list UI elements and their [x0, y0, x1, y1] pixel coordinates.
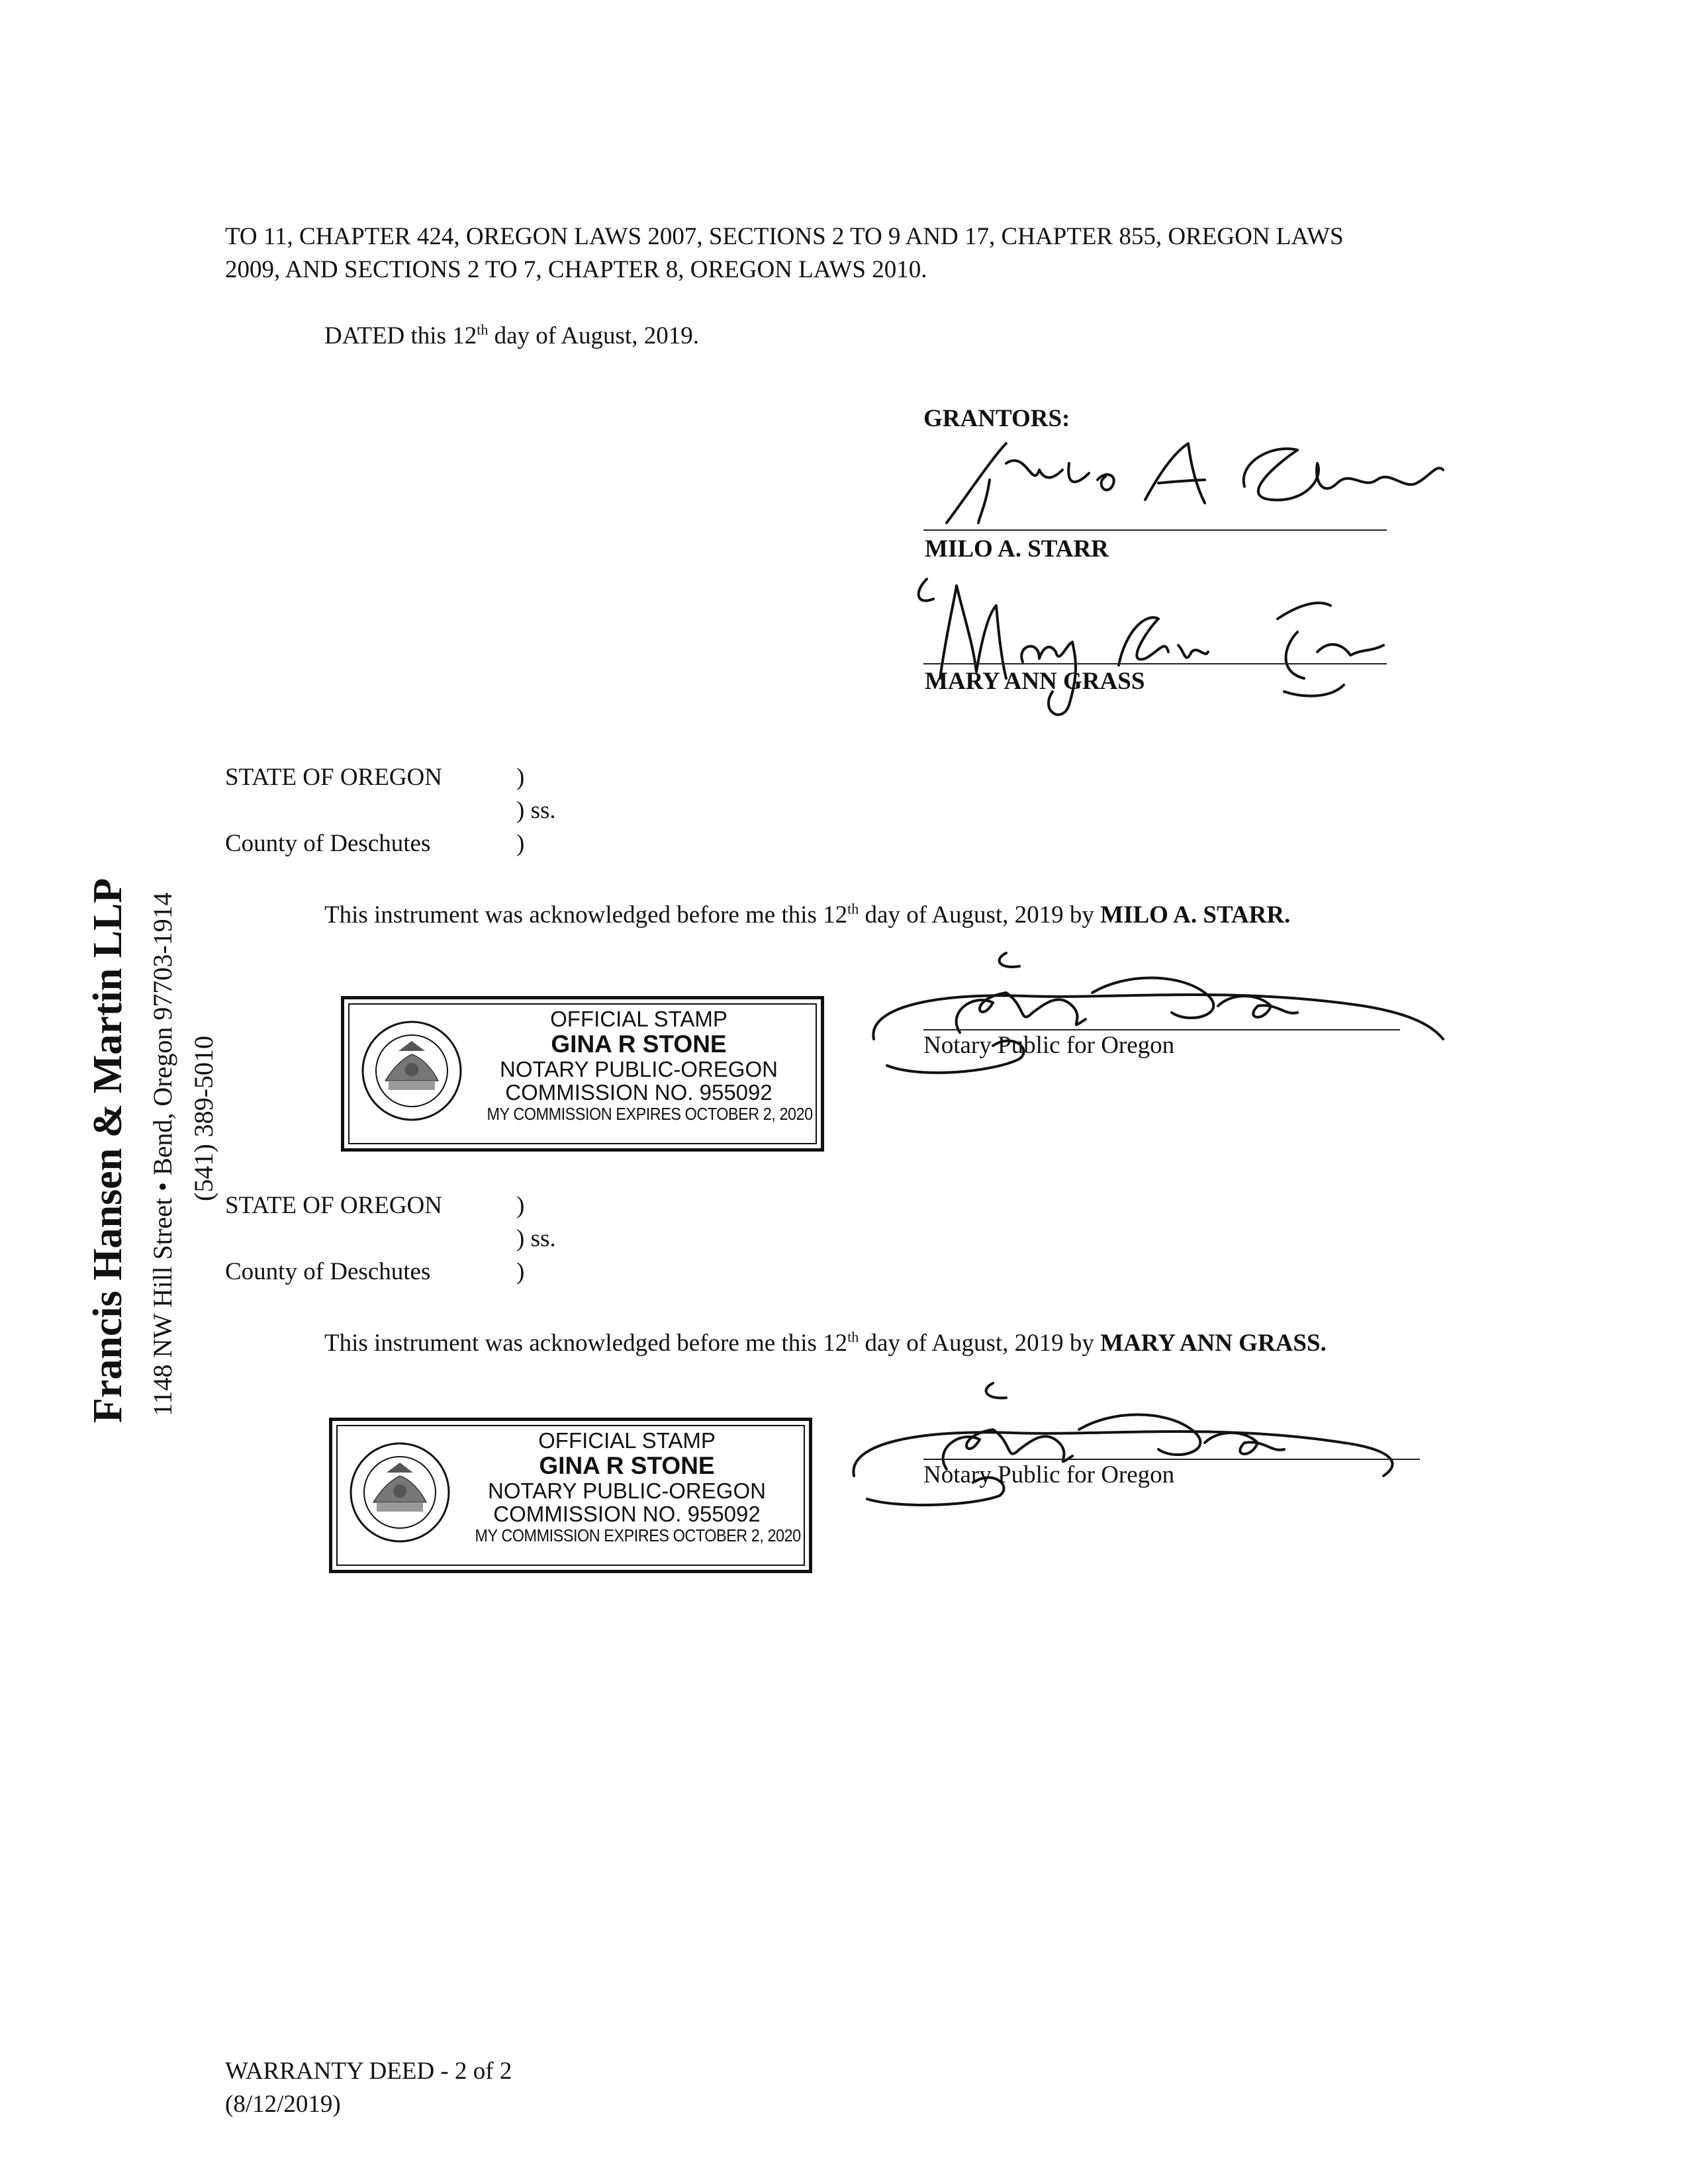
- stamp-expiration: MY COMMISSION EXPIRES OCTOBER 2, 2020: [475, 1525, 801, 1545]
- stamp-text-block: [470, 1007, 813, 1124]
- ss-label: ) ss.: [516, 797, 556, 824]
- notary-line-label: Notary Public for Oregon: [923, 1461, 1175, 1488]
- firm-name: Francis Hansen & Martin LLP: [85, 878, 130, 1423]
- firm-phone: (541) 389-5010: [189, 1036, 218, 1201]
- notary-line-label: Notary Public for Oregon: [923, 1032, 1175, 1059]
- ss-label: ) ss.: [516, 1225, 556, 1252]
- stamp-commission-no: COMMISSION NO. 955092: [493, 1502, 761, 1527]
- grantor2-signature-line: [923, 663, 1387, 664]
- oregon-seal-icon: [359, 1018, 465, 1124]
- stamp-title: OFFICIAL STAMP: [538, 1428, 716, 1453]
- notary-stamp: [341, 996, 824, 1152]
- firm-address: 1148 NW Hill Street • Bend, Oregon 97703-1914: [148, 892, 177, 1416]
- stamp-notary-name: GINA R STONE: [551, 1030, 727, 1058]
- ack-sup: th: [847, 1328, 859, 1345]
- dated-suffix: day of August, 2019.: [488, 322, 699, 349]
- stamp-text-block: [458, 1428, 801, 1545]
- continuation-text-line1: TO 11, CHAPTER 424, OREGON LAWS 2007, SECTIONS 2 TO 9 AND 17, CHAPTER 855, OREGON LAWS: [225, 223, 1344, 250]
- paren-line3: ): [516, 1258, 525, 1285]
- state-label: STATE OF OREGON: [225, 1192, 442, 1219]
- dated-prefix: DATED this 12: [324, 322, 477, 349]
- ack-signer: MILO A. STARR.: [1100, 901, 1291, 929]
- grantor2-name: MARY ANN GRASS: [925, 668, 1145, 695]
- ack-sup: th: [847, 900, 859, 917]
- notary-stamp: [329, 1418, 812, 1573]
- paren-line3: ): [516, 830, 525, 857]
- grantor1-name: MILO A. STARR: [925, 535, 1109, 563]
- stamp-notary-title: NOTARY PUBLIC-OREGON: [500, 1056, 778, 1081]
- footer-date: (8/12/2019): [225, 2091, 341, 2118]
- stamp-title: OFFICIAL STAMP: [550, 1007, 727, 1031]
- signature-milo-starr: [927, 424, 1456, 543]
- ack-statement: [324, 899, 1290, 932]
- dated-line: [324, 320, 699, 353]
- ack-middle: day of August, 2019 by: [859, 901, 1101, 929]
- grantors-heading: GRANTORS:: [923, 405, 1070, 432]
- stamp-expiration: MY COMMISSION EXPIRES OCTOBER 2, 2020: [487, 1103, 813, 1124]
- footer-document-title: WARRANTY DEED - 2 of 2: [225, 2058, 512, 2085]
- ack-middle: day of August, 2019 by: [859, 1330, 1101, 1357]
- grantor1-signature-line: [923, 529, 1387, 531]
- oregon-seal-icon: [347, 1439, 453, 1545]
- dated-sup: th: [477, 321, 489, 338]
- county-label: County of Deschutes: [225, 830, 431, 857]
- state-label: STATE OF OREGON: [225, 764, 442, 791]
- ack-signer: MARY ANN GRASS.: [1100, 1330, 1327, 1357]
- signature-mary-ann-grass: [907, 566, 1403, 725]
- paren-line1: ): [516, 764, 525, 791]
- continuation-text-line2: 2009, AND SECTIONS 2 TO 7, CHAPTER 8, OREGON LAWS 2010.: [225, 256, 927, 283]
- county-label: County of Deschutes: [225, 1258, 431, 1285]
- paren-line1: ): [516, 1192, 525, 1219]
- stamp-notary-title: NOTARY PUBLIC-OREGON: [488, 1478, 766, 1503]
- stamp-commission-no: COMMISSION NO. 955092: [505, 1080, 773, 1105]
- stamp-notary-name: GINA R STONE: [539, 1451, 715, 1479]
- ack-statement: [324, 1327, 1327, 1360]
- ack-prefix: This instrument was acknowledged before me this 12: [324, 901, 848, 929]
- ack-prefix: This instrument was acknowledged before me this 12: [324, 1330, 848, 1357]
